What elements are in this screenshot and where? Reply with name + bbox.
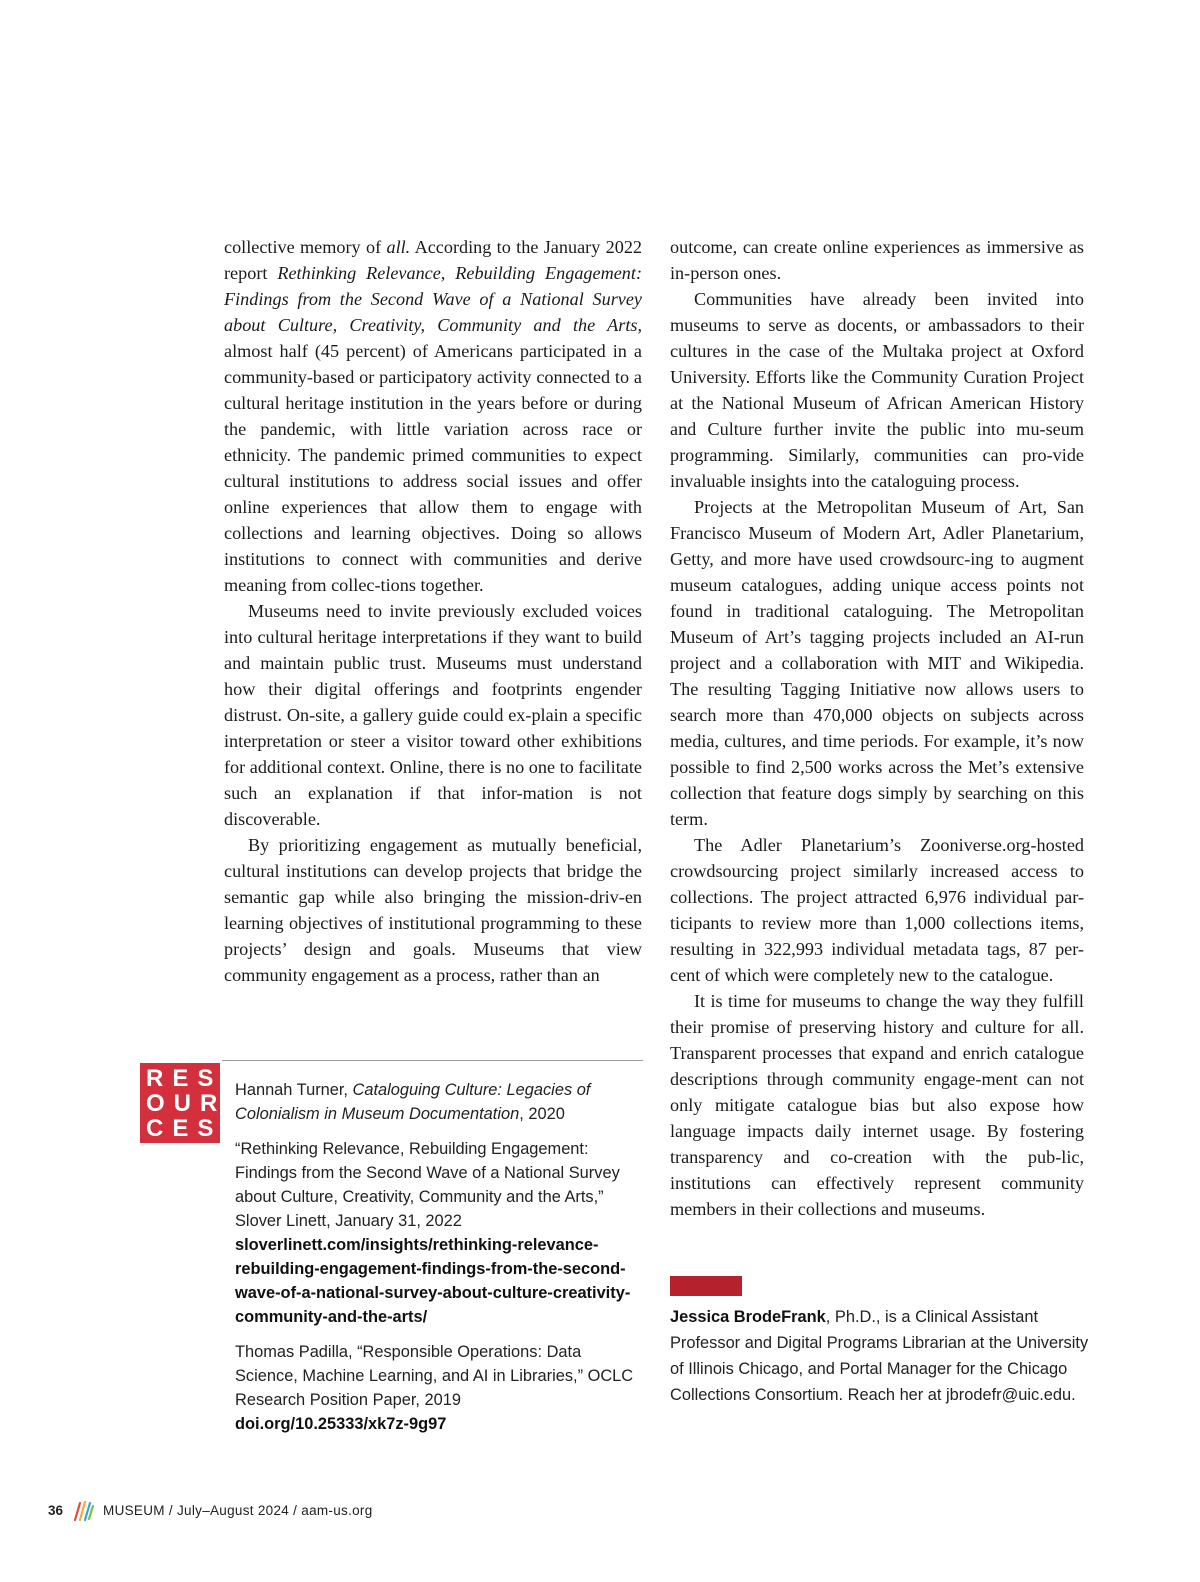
resource-item [235,1137,643,1329]
aam-logo-icon [71,1500,95,1522]
resources-logo-row: CES [146,1115,223,1142]
resources-logo [140,1063,227,1143]
resources-list [235,1078,643,1447]
paragraph: By prioritizing engagement as mutually beneficial, cultural institutions can develop projects that bridge the semantic gap while also bringing the mission-driv-en learning objectives of institutional programming to these projects’ design and goals. Museums that view community engagement as a process, rather than an [224,835,642,985]
text-run: According to the January 2022 report [224,237,643,283]
resource-year: , 2020 [519,1105,565,1123]
emphasis-all: all. [386,237,411,257]
resources-divider [222,1060,643,1061]
text-run: collective memory of [224,237,387,257]
page-number: 36 [48,1503,64,1518]
article-right-column [670,234,1084,1222]
author-bio [670,1304,1090,1408]
author-accent-bar [670,1276,742,1296]
article-left-column [224,234,642,988]
resource-link[interactable]: doi.org/10.25333/xk7z-9g97 [235,1415,447,1433]
paragraph [224,234,642,598]
paragraph: Communities have already been invited into museums to serve as docents, or ambassadors to their cultures in the case of the Multaka project at Oxford University. Efforts like the Community Curation Project at the National Museum of African American History and Culture further invite the public into mu-seum programming. Similarly, communities can pro-vide invaluable insights into the cataloguing process. [670,289,1084,491]
publication-info: MUSEUM / July–August 2024 / aam-us.org [103,1503,373,1518]
page-footer [48,1500,373,1522]
resource-title: Cataloguing Culture: Legacies of Colonialism in Museum Documentation [235,1081,591,1123]
paragraph: It is time for museums to change the way they fulfill their promise of preserving history and culture for all. Transparent processes that expand and enrich catalogue descriptions through community engage-ment can not only mitigate catalogue bias but also expose how language impacts daily internet usage. By fostering transparency and co-creation with the pub-lic, institutions can effectively represent community members in their collections and museums. [670,991,1084,1219]
resource-author: Hannah Turner, [235,1081,353,1099]
author-bio-text: , Ph.D., is a Clinical Assistant Professor and Digital Programs Librarian at the University of Illinois Chicago, and Portal Manager for the Chicago Collections Consortium. Reach her at jbrodefr@uic.edu. [670,1308,1089,1404]
resources-logo-row: OUR [146,1090,227,1117]
resource-item [235,1078,643,1126]
resource-citation: “Rethinking Relevance, Rebuilding Engagement: Findings from the Second Wave of a National Survey about Culture, Creativity, Community and the Arts,” Slover Linett, January 31, 2022 [235,1140,620,1230]
paragraph: Projects at the Metropolitan Museum of Art, San Francisco Museum of Modern Art, Adler Planetarium, Getty, and more have used crowdsourc-ing to augment museum catalogues, adding unique access points not found in traditional cataloguing. The Metropolitan Museum of Art’s tagging projects included an AI-run project and a collaboration with MIT and Wikipedia. The resulting Tagging Initiative now allows users to search more than 470,000 objects on subjects across media, cultures, and time periods. For example, it’s now possible to find 2,500 works across the Met’s extensive collection that feature dogs simply by searching on this term. [670,497,1084,829]
author-name: Jessica BrodeFrank [670,1308,826,1326]
resources-logo-row: RES [146,1065,223,1092]
resource-citation: Thomas Padilla, “Responsible Operations: Data Science, Machine Learning, and AI in Libraries,” OCLC Research Position Paper, 2019 [235,1343,634,1409]
text-run: , almost half (45 percent) of Americans participated in a community-based or participatory activity connected to a cultural heritage institution in the years before or during the pandemic, with little variation across race or ethnicity. The pandemic primed communities to expect cultural institutions to address social issues and offer online experiences that allow them to engage with collections and learning objectives. Doing so allows institutions to connect with communities and derive meaning from collec-tions together. [224,315,642,595]
report-title: Rethinking Relevance, Rebuilding Engagement: Findings from the Second Wave of a National Survey about Culture, Creativity, Community and the Arts [224,263,643,335]
resource-item [235,1340,643,1436]
paragraph: outcome, can create online experiences as immersive as in-person ones. [670,237,1084,283]
paragraph: Museums need to invite previously excluded voices into cultural heritage interpretations if they want to build and maintain public trust. Museums must understand how their digital offerings and footprints engender distrust. On-site, a gallery guide could ex-plain a specific interpretation or steer a visitor toward other exhibitions for additional context. Online, there is no one to facilitate such an explanation if that infor-mation is not discoverable. [224,601,642,829]
resource-link[interactable]: sloverlinett.com/insights/rethinking-relevance-rebuilding-engagement-findings-from-the-second-wave-of-a-national-survey-about-culture-creativity-community-and-the-arts/ [235,1236,631,1326]
paragraph: The Adler Planetarium’s Zooniverse.org-hosted crowdsourcing project similarly increased access to collections. The project attracted 6,976 individual par-ticipants to review more than 1,000 collections items, resulting in 322,993 individual metadata tags, 87 per-cent of which were completely new to the catalogue. [670,835,1084,985]
